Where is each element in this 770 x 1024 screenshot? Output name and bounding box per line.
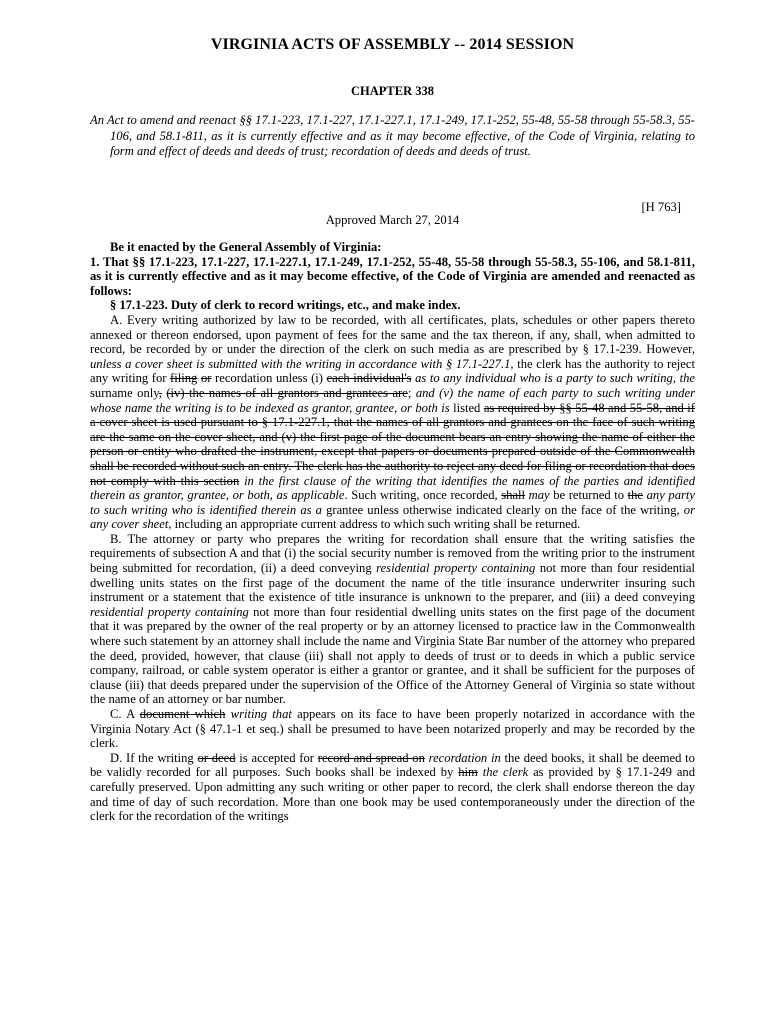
inserted-text: , or any cover sheet, bbox=[90, 502, 695, 532]
struck-text: or bbox=[200, 371, 212, 386]
statute-text: the clerk has the authority to reject any writing for bbox=[90, 356, 695, 386]
struck-text: document which bbox=[139, 707, 226, 721]
chapter-heading: CHAPTER 338 bbox=[351, 84, 434, 98]
statute-text: including an appropriate current address to which such writing shall be returned. bbox=[171, 517, 581, 532]
statute-text: ; bbox=[407, 385, 416, 400]
act-summary: An Act to amend and reenact §§ 17.1-223, 17.1-227, 17.1-227.1, 17.1-249, 17.1-252, 55-48, 55-58 through 55-58.3, 55-106, and 58.1-811, as it is currently effective and as it may become effective, of the Code of Virginia, relating to form and effect of deeds and deeds of trust; recordation of deeds and deeds of trust. bbox=[90, 113, 695, 159]
struck-text: filing bbox=[170, 371, 198, 386]
struck-text: him bbox=[458, 765, 478, 780]
inserted-text: may bbox=[528, 488, 550, 503]
statute-text: D. If the writing bbox=[110, 750, 198, 765]
inserted-text: any party to such writing who is identified therein as a bbox=[90, 488, 695, 517]
statute-text: surname only bbox=[90, 385, 159, 400]
statute-text: not more than four residential dwelling units states on the first page of the document the name of the title insurance underwriter insuring such instrument or a statement that the existence of title insurance is unknown to the preparer, and (iii) a deed conveying bbox=[90, 561, 695, 605]
struck-text: as required by §§ 55-48 and 55-58, and if a cover sheet is used pursuant to § 17.1-227.1, that the names of all grantors and grantees on the face of such writing are the same on the cover sheet, and (v) the first page of the document bears an entry showing the name of either the person or entity who drafted the instrument, except that papers or documents prepared outside of the Commonwealth shall be recorded without such an entry. The clerk has the authority to reject any deed for filing or recordation that does not comply with this section bbox=[90, 400, 695, 488]
inserted-text: residential property containing bbox=[90, 604, 249, 619]
inserted-text: and (v) the name of each party to such writing under whose name the writing is to be indexed as grantor, grantee, or both is bbox=[90, 385, 695, 415]
struck-text: each individual's bbox=[326, 371, 412, 386]
struck-text: or deed bbox=[197, 750, 236, 765]
inserted-text: the clerk bbox=[482, 765, 529, 780]
statute-text: A. Every writing authorized by law to be recorded, with all certificates, plats, schedules or other papers thereto annexed or thereon endorsed, upon payment of fees for the same and the tax thereon, if any, shall, when admitted to record, be recorded by or under the direction of the clerk on such media as are prescribed by § 17.1-239. However, bbox=[90, 312, 695, 357]
struck-text: the bbox=[627, 488, 644, 503]
statute-text: listed bbox=[449, 400, 484, 415]
statute-text: grantee unless otherwise indicated clearly on the face of the writing bbox=[321, 502, 677, 517]
inserted-text: unless a cover sheet is submitted with the writing in accordance with § 17.1-227.1, bbox=[90, 356, 514, 371]
statute-text: B. The attorney or party who prepares the writing for recordation shall ensure that the writing satisfies the requirements of subsection A and that (i) the social security number is removed from the writing prior to the instrument being submitted for recordation, (ii) a deed conveying bbox=[90, 531, 695, 576]
inserted-text: writing that bbox=[230, 707, 292, 721]
statute-text: recordation unless (i) bbox=[211, 371, 327, 386]
inserted-text: as to any individual who is a party to such writing, the bbox=[415, 371, 695, 386]
statute-text: C. A bbox=[110, 707, 140, 721]
subsection-a bbox=[90, 313, 695, 532]
bill-number: [H 763] bbox=[641, 200, 681, 214]
subsection-d bbox=[90, 751, 695, 824]
inserted-text: residential property containing bbox=[376, 561, 536, 576]
subsection-c bbox=[90, 707, 695, 751]
statute-text: the deed books, it shall be deemed to be validly recorded for all purposes. Such books shall be indexed by bbox=[90, 750, 695, 780]
struck-text: record and spread on bbox=[317, 750, 425, 765]
statute-text: . Such writing, once recorded, bbox=[344, 488, 502, 503]
inserted-text: in the first clause of the writing that identifies the names of the parties and identified therein as grantor, grantee, or both, as applicable bbox=[90, 473, 695, 503]
statute-text: appears on its face to have been properly notarized in accordance with the Virginia Notary Act (§ 47.1-1 et seq.) shall be presumed to have been notarized properly and may be recorded by the clerk. bbox=[90, 707, 695, 751]
statute-text: is accepted for bbox=[235, 750, 318, 765]
statute-text: not more than four residential dwelling units states on the first page of the document that it was prepared by the owner of the real property or by an attorney licensed to practice law in the Commonwealth where such statement by an attorney shall include the name and Virginia State Bar number of the attorney who prepared the deed, provided, however, that clause (iii) shall not apply to deeds of trust or to deeds in which a public service company, railroad, or cable system operator is either a grantor or grantee, and it shall be sufficient for the purposes of clause (iii) that deeds prepared under the supervision of the Office of the Attorney General of Virginia so state without the name of an attorney or bar number. bbox=[90, 604, 696, 707]
section-1-text: 1. That §§ 17.1-223, 17.1-227, 17.1-227.1, 17.1-249, 17.1-252, 55-48, 55-58 through 55-58.3, 55-106, and 58.1-811, as it is currently effective and as it may become effective, of the Code of Virginia are amended and reenacted as follows: bbox=[90, 254, 695, 298]
statute-text: as provided by § 17.1-249 and carefully preserved. Upon admitting any such writing or other paper to record, the clerk shall endorse thereon the day and time of day of such recordation. More than one book may be used contemporaneously under the direction of the clerk for the recordation of the writings bbox=[90, 765, 696, 824]
enacting-clause: Be it enacted by the General Assembly of Virginia: bbox=[110, 240, 382, 254]
act-body bbox=[90, 240, 695, 824]
struck-text: (iv) the names of all grantors and grantees are bbox=[166, 385, 408, 400]
statute-text: be returned to bbox=[549, 488, 628, 503]
subsection-b bbox=[90, 532, 695, 707]
section-heading: § 17.1-223. Duty of clerk to record writings, etc., and make index. bbox=[110, 298, 461, 313]
struck-text: , bbox=[158, 385, 162, 400]
document-title: VIRGINIA ACTS OF ASSEMBLY -- 2014 SESSION bbox=[210, 36, 575, 53]
struck-text: shall bbox=[501, 488, 526, 503]
approval-date: Approved March 27, 2014 bbox=[325, 213, 460, 227]
inserted-text: recordation in bbox=[428, 750, 501, 765]
